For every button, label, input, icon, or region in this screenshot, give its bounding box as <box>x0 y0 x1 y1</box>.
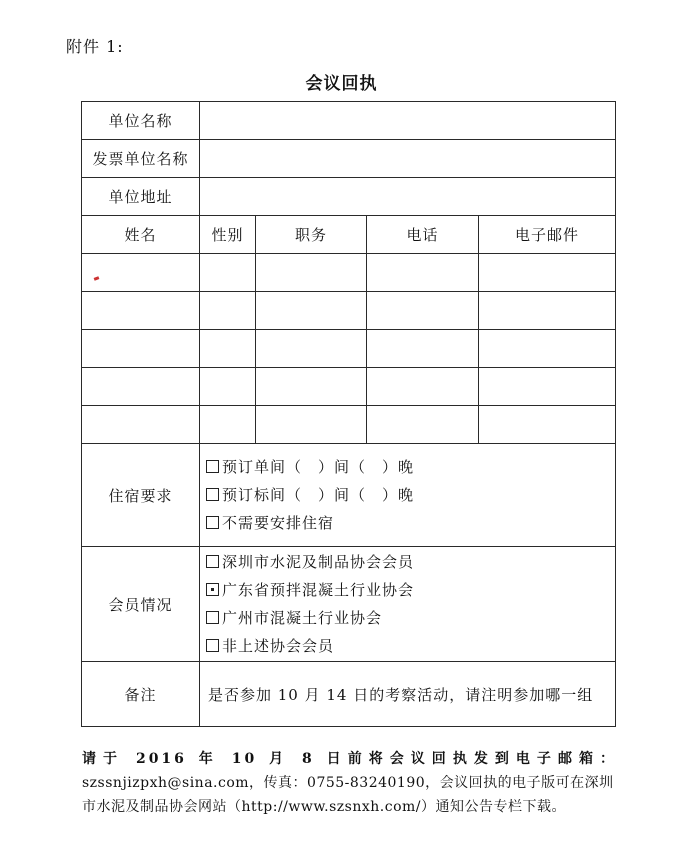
attendee-cell[interactable] <box>200 292 256 330</box>
attendee-cell[interactable] <box>82 292 200 330</box>
membership-row <box>82 547 616 662</box>
attendee-cell[interactable] <box>256 406 367 444</box>
invoice-unit-name-field[interactable] <box>200 140 616 178</box>
membership-options <box>200 547 616 662</box>
attendee-row <box>82 292 616 330</box>
column-header-phone: 电话 <box>367 216 479 254</box>
attendee-header-row <box>82 216 616 254</box>
accommodation-label: 住宿要求 <box>82 444 200 547</box>
checkbox-icon[interactable] <box>206 488 219 501</box>
attendee-cell[interactable] <box>367 254 479 292</box>
option-label: 广州市混凝土行业协会 <box>222 609 383 627</box>
attendee-cell[interactable] <box>200 368 256 406</box>
checkbox-icon[interactable] <box>206 611 219 624</box>
remarks-text[interactable]: 是否参加 10 月 14 日的考察活动，请注明参加哪一组 <box>200 662 616 727</box>
attendee-cell[interactable] <box>479 330 616 368</box>
invoice-unit-name-label: 发票单位名称 <box>82 140 200 178</box>
attendee-cell[interactable] <box>479 254 616 292</box>
attendee-cell[interactable] <box>367 330 479 368</box>
remarks-label: 备注 <box>82 662 200 727</box>
attendee-cell[interactable] <box>82 406 200 444</box>
attendee-cell[interactable] <box>256 292 367 330</box>
column-header-name: 姓名 <box>82 216 200 254</box>
submission-note-line1: 请于 2016 年 10 月 8 日前将会议回执发到电子邮箱： <box>82 751 617 767</box>
unit-address-row <box>82 178 616 216</box>
submission-note-line2: szssnjizpxh@sina.com，传真：0755-83240190，会议回执的电子版可在深圳 <box>82 775 614 791</box>
attendee-cell[interactable] <box>82 254 200 292</box>
option-label: 预订标间（ ）间（ ）晚 <box>222 486 415 504</box>
column-header-gender: 性别 <box>200 216 256 254</box>
option-no-accommodation[interactable] <box>200 509 615 537</box>
checkbox-icon[interactable] <box>206 639 219 652</box>
attendee-row <box>82 368 616 406</box>
option-label: 非上述协会会员 <box>222 637 335 655</box>
checkbox-icon[interactable] <box>206 516 219 529</box>
submission-note <box>82 747 617 819</box>
unit-name-label: 单位名称 <box>82 102 200 140</box>
attendee-cell[interactable] <box>479 406 616 444</box>
attendee-cell[interactable] <box>479 292 616 330</box>
submission-note-line3: 市水泥及制品协会网站（http://www.szsnxh.com/）通知公告专栏下载。 <box>82 799 567 815</box>
option-label: 深圳市水泥及制品协会会员 <box>222 553 415 571</box>
form-title: 会议回执 <box>305 74 378 94</box>
option-label: 预订单间（ ）间（ ）晚 <box>222 458 415 476</box>
attendee-row <box>82 330 616 368</box>
unit-address-field[interactable] <box>200 178 616 216</box>
column-header-email: 电子邮件 <box>479 216 616 254</box>
attendee-cell[interactable] <box>367 368 479 406</box>
option-guangdong-member[interactable] <box>200 576 615 604</box>
checkbox-icon[interactable] <box>206 555 219 568</box>
attendee-row <box>82 406 616 444</box>
option-non-member[interactable] <box>200 632 615 660</box>
attendee-cell[interactable] <box>82 368 200 406</box>
column-header-position: 职务 <box>256 216 367 254</box>
membership-label: 会员情况 <box>82 547 200 662</box>
option-label: 广东省预拌混凝土行业协会 <box>222 581 415 599</box>
attendee-cell[interactable] <box>200 406 256 444</box>
option-standard-room[interactable] <box>200 481 615 509</box>
option-label: 不需要安排住宿 <box>222 514 335 532</box>
checkbox-icon[interactable] <box>206 460 219 473</box>
option-single-room[interactable] <box>200 453 615 481</box>
attendee-cell[interactable] <box>367 406 479 444</box>
attendee-cell[interactable] <box>200 254 256 292</box>
invoice-unit-row <box>82 140 616 178</box>
checkbox-icon[interactable] <box>206 583 219 596</box>
attendee-cell[interactable] <box>367 292 479 330</box>
unit-name-field[interactable] <box>200 102 616 140</box>
attendee-cell[interactable] <box>256 330 367 368</box>
unit-address-label: 单位地址 <box>82 178 200 216</box>
attendee-cell[interactable] <box>200 330 256 368</box>
accommodation-row <box>82 444 616 547</box>
attendee-row <box>82 254 616 292</box>
option-shenzhen-member[interactable] <box>200 548 615 576</box>
attendee-cell[interactable] <box>256 368 367 406</box>
reply-form-table <box>81 101 616 727</box>
unit-name-row <box>82 102 616 140</box>
attendee-cell[interactable] <box>82 330 200 368</box>
attendee-cell[interactable] <box>256 254 367 292</box>
accommodation-options <box>200 444 616 547</box>
attendee-cell[interactable] <box>479 368 616 406</box>
attachment-label: 附件 1: <box>66 37 124 56</box>
remarks-row <box>82 662 616 727</box>
option-guangzhou-member[interactable] <box>200 604 615 632</box>
